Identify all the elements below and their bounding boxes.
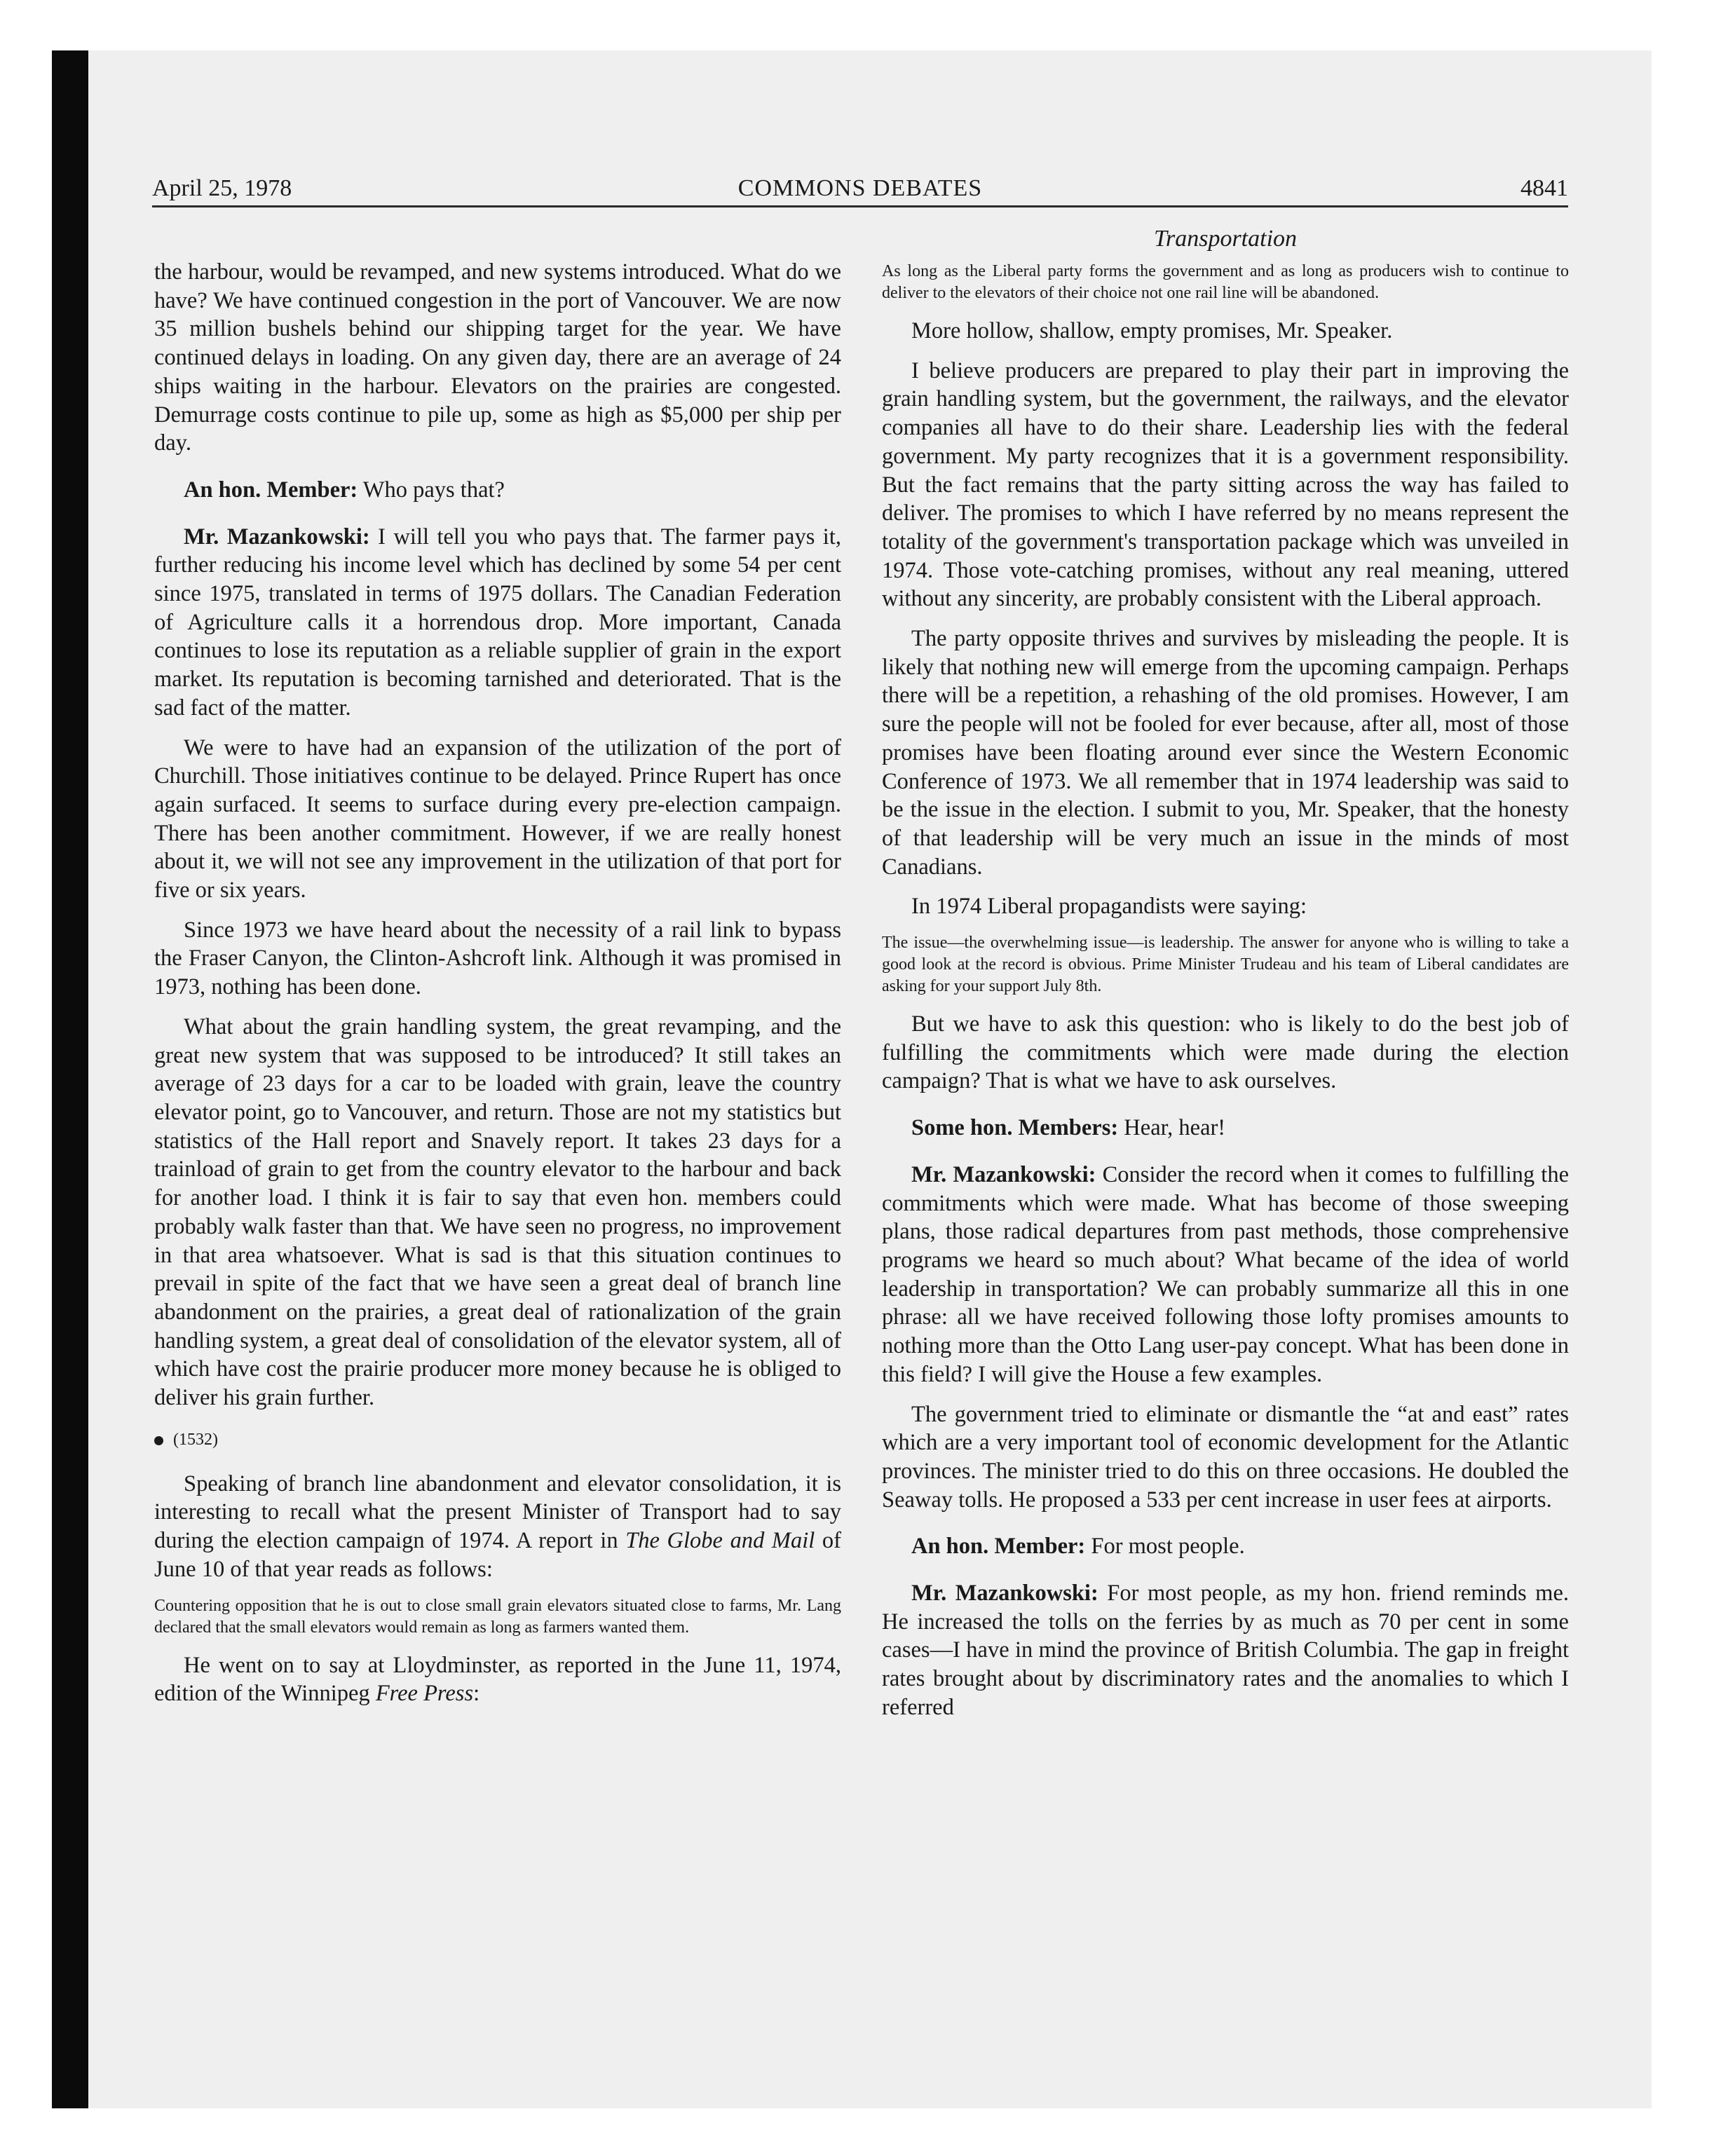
paragraph: Since 1973 we have heard about the necessity of a rail link to bypass the Fraser Canyon, the Clinton-Ashcroft link. Although it was promised in 1973, nothing has been done.	[154, 917, 841, 1000]
paragraph	[154, 1651, 841, 1708]
header-publication: COMMONS DEBATES	[737, 175, 983, 201]
left-column	[154, 258, 841, 1719]
speech-text: Hear, hear!	[1118, 1115, 1226, 1141]
interjection	[154, 476, 841, 505]
time-marker	[154, 1428, 841, 1452]
block-quote: As long as the Liberal party forms the government and as long as producers wish to continue to deliver to the elevators of their choice not one rail line will be abandoned.	[882, 262, 1569, 302]
running-title: Transportation	[1153, 226, 1298, 252]
paragraph	[882, 1161, 1569, 1389]
speaker-name: Mr. Mazankowski:	[184, 524, 370, 550]
paragraph: More hollow, shallow, empty promises, Mr. Speaker.	[911, 318, 1393, 343]
text-run: of June 10 of that year reads as follows:	[154, 1528, 842, 1582]
header-page-number: 4841	[1520, 175, 1568, 201]
publication-title: Free Press	[375, 1681, 474, 1707]
right-column	[882, 223, 1569, 1733]
publication-title: The Globe and Mail	[625, 1528, 815, 1554]
paragraph: But we have to ask this question: who is likely to do the best job of fulfilling the commitments which were made during the election campaign? That is what we have to ask ourselves.	[882, 1011, 1569, 1094]
header-date: April 25, 1978	[152, 175, 292, 201]
speech-text: For most people.	[1085, 1534, 1245, 1560]
paragraph: The party opposite thrives and survives by misleading the people. It is likely that nothing new will emerge from the upcoming campaign. Perhaps there will be a repetition, a rehashing of the old promises. However, I am sure the people will not be fooled for ever because, after all, most of those promises have been floating around ever since the Western Economic Conference of 1973. We all remember that in 1974 leadership was said to be the issue in the election. I submit to you, Mr. Speaker, that the honesty of that leadership will be very much an issue in the minds of most Canadians.	[882, 626, 1569, 880]
speaker-name: Mr. Mazankowski:	[911, 1161, 1096, 1187]
paragraph	[154, 523, 841, 723]
speech-text: For most people, as my hon. friend reminds me. He increased the tolls on the ferries by as much as 70 per cent in some cases—I have in mind the province of British Columbia. The gap in freight rates brought about by discriminatory rates and the anomalies to which I referred	[882, 1581, 1569, 1720]
text-run: He went on to say at Lloydminster, as reported in the June 11, 1974, edition of the Winnipeg	[154, 1652, 841, 1707]
interjection	[882, 1114, 1569, 1142]
text-run: Speaking of branch line abandonment and elevator consolidation, it is interesting to recall what the present Minister of Transport had to say during the election campaign of 1974. A report in	[154, 1471, 841, 1554]
speech-text: Who pays that?	[358, 477, 505, 503]
block-quote: The issue—the overwhelming issue—is leadership. The answer for anyone who is willing to take a good look at the record is obvious. Prime Minister Trudeau and his team of Liberal candidates are asking for your support July 8th.	[882, 934, 1569, 996]
page-header	[152, 171, 1568, 206]
text-run: :	[473, 1681, 480, 1707]
speech-text: Consider the record when it comes to fulfilling the commitments which were made. What has become of those sweeping plans, those radical departures from past methods, those comprehensive programs we heard so much about? What became of the idea of world leadership in transportation? We can probably summarize all this in one phrase: all we have received following those lofty promises amounts to nothing more than the Otto Lang user-pay concept. What has been done in this field? I will give the House a few examples.	[882, 1161, 1569, 1387]
speaker-name: Some hon. Members:	[911, 1115, 1119, 1141]
paragraph: The government tried to eliminate or dismantle the “at and east” rates which are a very important tool of economic development for the Atlantic provinces. The minister tried to do this on three occasions. He doubled the Seaway tolls. He proposed a 533 per cent increase in user fees at airports.	[882, 1401, 1569, 1513]
paragraph: the harbour, would be revamped, and new systems introduced. What do we have? We have continued congestion in the port of Vancouver. We are now 35 million bushels behind our shipping target for the year. We have continued delays in loading. On any given day, there are an average of 24 ships waiting in the harbour. Elevators on the prairies are congested. Demurrage costs continue to pile up, some as high as $5,000 per ship per day.	[154, 259, 841, 456]
speech-text: I will tell you who pays that. The farmer pays it, further reducing his income level which has declined by some 54 per cent since 1975, translated in terms of 1975 dollars. The Canadian Federation of Agriculture calls it a horrendous drop. More important, Canada continues to lose its reputation as a reliable supplier of grain in the export market. Its reputation is becoming tarnished and deteriorated. That is the sad fact of the matter.	[154, 524, 841, 721]
time-marker-text: (1532)	[173, 1430, 218, 1449]
scan-edge-shadow	[52, 50, 88, 2108]
bullet-icon	[154, 1436, 163, 1445]
paragraph	[882, 1579, 1569, 1722]
paragraph	[154, 1470, 841, 1584]
paragraph: We were to have had an expansion of the utilization of the port of Churchill. Those initiatives continue to be delayed. Prince Rupert has once again surfaced. It seems to surface during every pre-election campaign. There has been another commitment. However, if we are really honest about it, we will not see any improvement in the utilization of that port for five or six years.	[154, 735, 841, 903]
block-quote: Countering opposition that he is out to close small grain elevators situated close to farms, Mr. Lang declared that the small elevators would remain as long as farmers wanted them.	[154, 1596, 841, 1637]
paragraph: I believe producers are prepared to play their part in improving the grain handling system, but the government, the railways, and the elevator companies all have to do their share. Leadership lies with the federal government. My party recognizes that it is a government responsibility. But the fact remains that the party sitting across the way has failed to deliver. The promises to which I have referred by no means represent the totality of the government's transportation package which was unveiled in 1974. Those vote-catching promises, without any real meaning, uttered without any sincerity, are probably consistent with the Liberal approach.	[882, 357, 1569, 612]
header-rule	[152, 205, 1568, 207]
speaker-name: Mr. Mazankowski:	[911, 1581, 1098, 1606]
paragraph: What about the grain handling system, the great revamping, and the great new system that was supposed to be introduced? It still takes an average of 23 days for a car to be loaded with grain, leave the country elevator point, go to Vancouver, and return. Those are not my statistics but statistics of the Hall report and Snavely report. It takes 23 days for a trainload of grain to get from the country elevator to the harbour and back for another load. I think it is fair to say that even hon. members could probably walk faster than that. We have seen no progress, no improvement in that area whatsoever. What is sad is that this situation continues to prevail in spite of the fact that we have seen a great deal of branch line abandonment on the prairies, a great deal of rationalization of the grain handling system, a great deal of consolidation of the elevator system, all of which have cost the prairie producer more money because he is obliged to deliver his grain further.	[154, 1014, 841, 1411]
speaker-name: An hon. Member:	[184, 477, 358, 503]
paragraph: In 1974 Liberal propagandists were saying:	[911, 894, 1307, 920]
interjection	[882, 1532, 1569, 1561]
speaker-name: An hon. Member:	[911, 1534, 1086, 1560]
